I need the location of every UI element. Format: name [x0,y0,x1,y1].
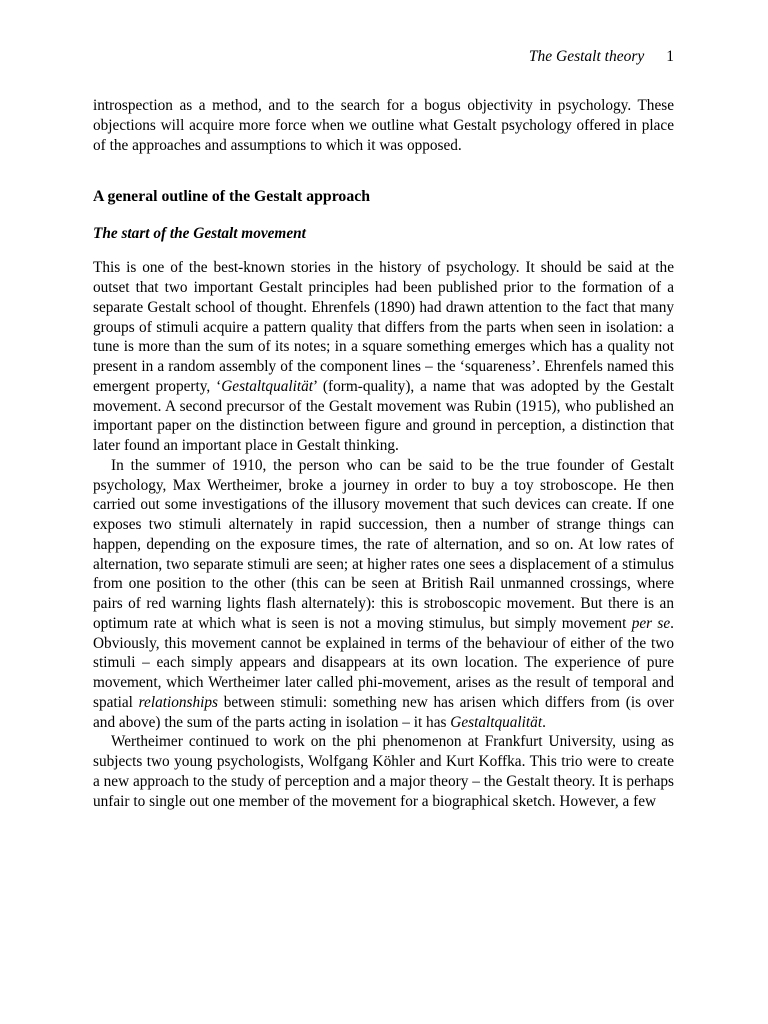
italic-term-relationships: relationships [138,693,218,711]
text-run: . Obviously, this movement cannot be explained in terms of the behaviour of either of the two stimuli – each simply appears and disappears at its own location. The experience of pure movement, which Wertheimer later called phi-movement, arises as the result of temporal and spatial [93,614,674,711]
paragraph-gestalt-principles [93,258,674,456]
running-head [93,48,674,66]
spacer-after-section-heading [93,207,674,224]
text-run: In the summer of 1910, the person who can be said to be the true founder of Gestalt psychology, Max Wertheimer, broke a journey in order to buy a toy stroboscope. He then carried out some investigations of the illusory movement that such devices can create. If one exposes two stimuli alternately in rapid succession, then a number of strange things can happen, depending on the exposure times, the rate of alternation, and so on. At low rates of alternation, two separate stimuli are seen; at higher rates one sees a displacement of a stimulus from one position to the other (this can be seen at British Rail unmanned crossings, where pairs of red warning lights flash alternately): this is stroboscopic movement. But there is an optimum rate at which what is seen is not a moving stimulus, but simply movement [93,456,674,632]
sub-heading: The start of the Gestalt movement [93,225,306,243]
spacer-before-section-heading [93,155,674,187]
paragraph-wertheimer-stroboscope [93,456,674,733]
italic-term-gestaltqualitat: Gestaltqualität [221,377,314,395]
running-head-title: The Gestalt theory [528,48,645,65]
italic-term-gestaltqualitat: Gestaltqualität [450,713,543,731]
text-run: . [542,713,546,731]
section-heading: A general outline of the Gestalt approach [93,188,371,206]
text-run: ’ (form-quality), a name that was adopted by the Gestalt movement. A second precursor of the Gestalt movement was Rubin (1915), who published an important paper on the distinction between figure and ground in perception, a distinction that later found an important place in Gestalt thinking. [93,377,674,454]
paragraph-frankfurt-trio: Wertheimer continued to work on the phi phenomenon at Frankfurt University, using as subjects two young psychologists, Wolfgang Köhler and Kurt Koffka. This trio were to create a new approach to the study of perception and a major theory – the Gestalt theory. It is perhaps unfair to single out one member of the movement for a biographical sketch. However, a few [93,733,674,810]
text-column [93,96,674,811]
paragraph-continuation: introspection as a method, and to the search for a bogus objectivity in psychology. These objections will acquire more force when we outline what Gestalt psychology offered in place of the approaches and assumptions to which it was opposed. [93,97,674,154]
page-number: 1 [666,48,674,65]
text-run: between stimuli: something new has arisen which differs from (is over and above) the sum of the parts acting in isolation – it has [93,693,674,731]
spacer-after-sub-heading [93,244,674,258]
italic-term-per-se: per se [631,614,671,632]
text-run: This is one of the best-known stories in the history of psychology. It should be said at the outset that two important Gestalt principles had been published prior to the formation of a separate Gestalt school of thought. Ehrenfels (1890) had drawn attention to the fact that many groups of stimuli acquire a pattern quality that differs from the parts when seen in isolation: a tune is more than the sum of its notes; in a square something emerges which has a quality not present in a random assembly of the component lines – the ‘squareness’. Ehrenfels named this emergent property, ‘ [93,259,674,395]
